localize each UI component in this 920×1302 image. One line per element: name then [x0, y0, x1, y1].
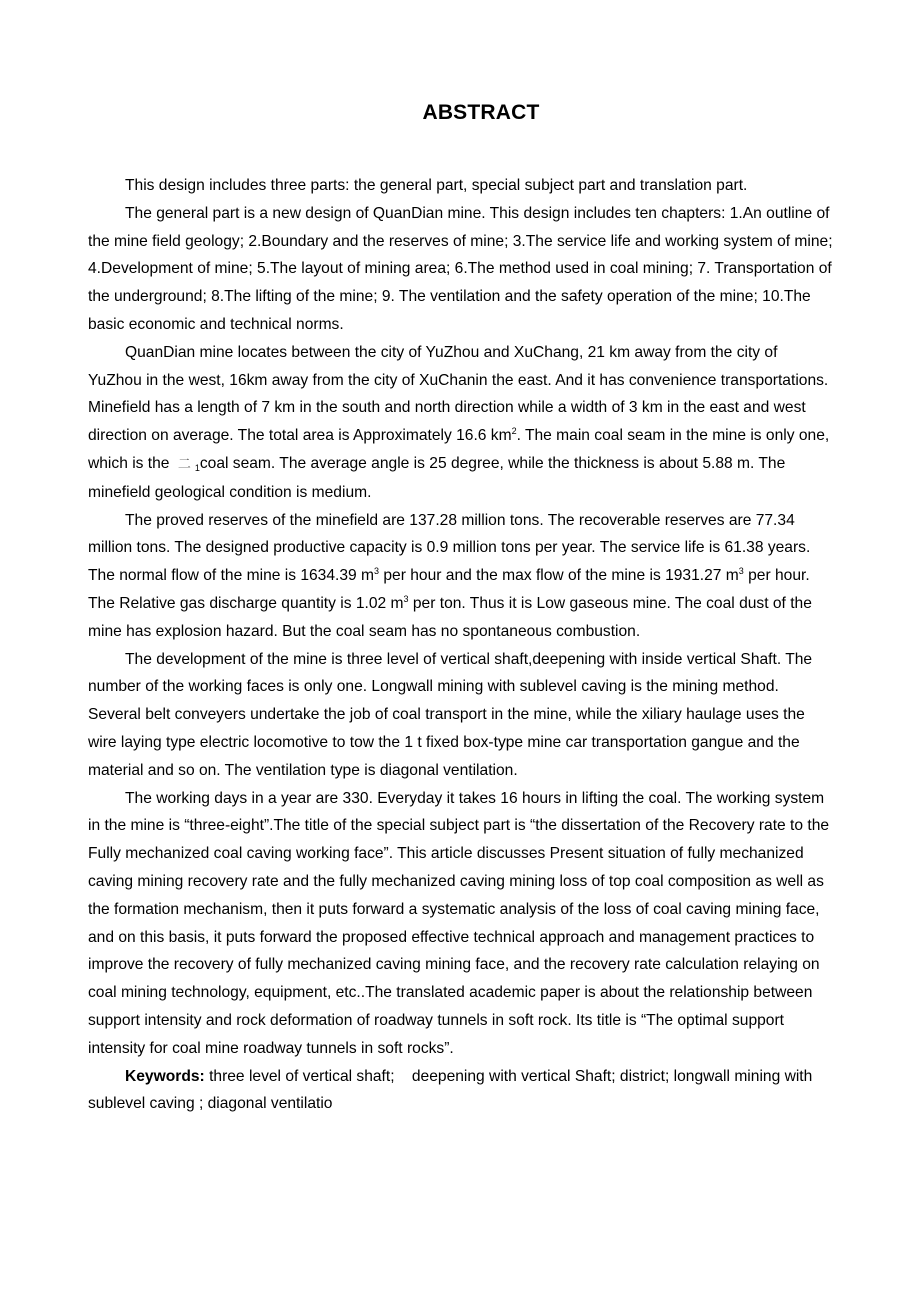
- abstract-body: [88, 172, 834, 1118]
- superscript: 3: [403, 593, 409, 604]
- paragraph-keywords: [88, 1063, 834, 1119]
- paragraph-mine-location: [88, 339, 834, 507]
- keywords-text: three level of vertical shaft; deepening with vertical Shaft; district; longwall mining with sublevel caving ; diagonal ventilatio: [88, 1067, 813, 1113]
- text-segment: The proved reserves of the minefield are 137.28 million tons. The recoverable reserves are 77.34 million tons. The designed productive capacity is 0.9 million tons per year. The service life is 61.38 years. The normal flow of the mine is 1634.39 m: [88, 511, 811, 585]
- subscript: 1: [194, 462, 200, 473]
- paragraph-overview: This design includes three parts: the general part, special subject part and translation part.: [125, 177, 748, 194]
- text-segment: per hour. The Relative gas discharge quantity is 1.02 m: [88, 567, 810, 612]
- superscript: 3: [374, 566, 380, 577]
- paragraph-general-part: The general part is a new design of QuanDian mine. This design includes ten chapters: 1.An outline of the mine field geology; 2.Boundary and the reserves of mine; 3.The service life and working system of mine; 4.Development of mine; 5.The layout of mining area; 6.The method used in coal mining; 7. Transportation of the underground; 8.The lifting of the mine; 9. The ventilation and the safety operation of the mine; 10.The basic economic and technical norms.: [88, 204, 833, 333]
- abstract-title: ABSTRACT: [422, 101, 540, 124]
- text-segment: per hour and the max flow of the mine is 1931.27 m: [379, 567, 739, 585]
- paragraph-development: The development of the mine is three level of vertical shaft,deepening with inside vertical Shaft. The number of the working faces is only one. Longwall mining with sublevel caving is the mining method. Several belt conveyers undertake the job of coal transport in the mine, while the xiliary haulage uses the wire laying type electric locomotive to tow the 1 t fixed box-type mine car transportation gangue and the material and so on. The ventilation type is diagonal ventilation.: [88, 650, 813, 779]
- text-segment: . The main coal seam in the mine is only one, which is the: [88, 427, 830, 472]
- superscript: 2: [511, 426, 517, 437]
- superscript: 3: [738, 566, 744, 577]
- coal-seam-symbol: 二: [177, 456, 191, 472]
- text-segment: per ton. Thus it is Low gaseous mine. The coal dust of the mine has explosion hazard. But the coal seam has no spontaneous combustion.: [88, 594, 812, 640]
- text-segment: coal seam. The average angle is 25 degree, while the thickness is about 5.88 m. The minefield geological condition is medium.: [88, 454, 786, 501]
- paragraph-working-system: The working days in a year are 330. Everyday it takes 16 hours in lifting the coal. The working system in the mine is “three-eight”.The title of the special subject part is “the dissertation of the Recovery rate to the Fully mechanized coal caving working face”. This article discusses Present situation of fully mechanized caving mining recovery rate and the fully mechanized caving mining loss of top coal composition as well as the formation mechanism, then it puts forward a systematic analysis of the loss of coal caving mining face, and on this basis, it puts forward the proposed effective technical approach and management practices to improve the recovery of fully mechanized caving mining face, and the recovery rate calculation relaying on coal mining technology, equipment, etc..The translated academic paper is about the relationship between support intensity and rock deformation of roadway tunnels in soft rock. Its title is “The optimal support intensity for coal mine roadway tunnels in soft rocks”.: [88, 789, 830, 1057]
- keywords-label: Keywords:: [125, 1067, 205, 1085]
- text-segment: QuanDian mine locates between the city of YuZhou and XuChang, 21 km away from the city of YuZhou in the west, 16km away from the city of XuChanin the east. And it has convenience transportations. Minefield has a length of 7 km in the south and north direction while a width of 3 km in the east and west direction on average. The total area is Approximately 16.6 km: [88, 343, 829, 445]
- paragraph-reserves: [88, 507, 834, 646]
